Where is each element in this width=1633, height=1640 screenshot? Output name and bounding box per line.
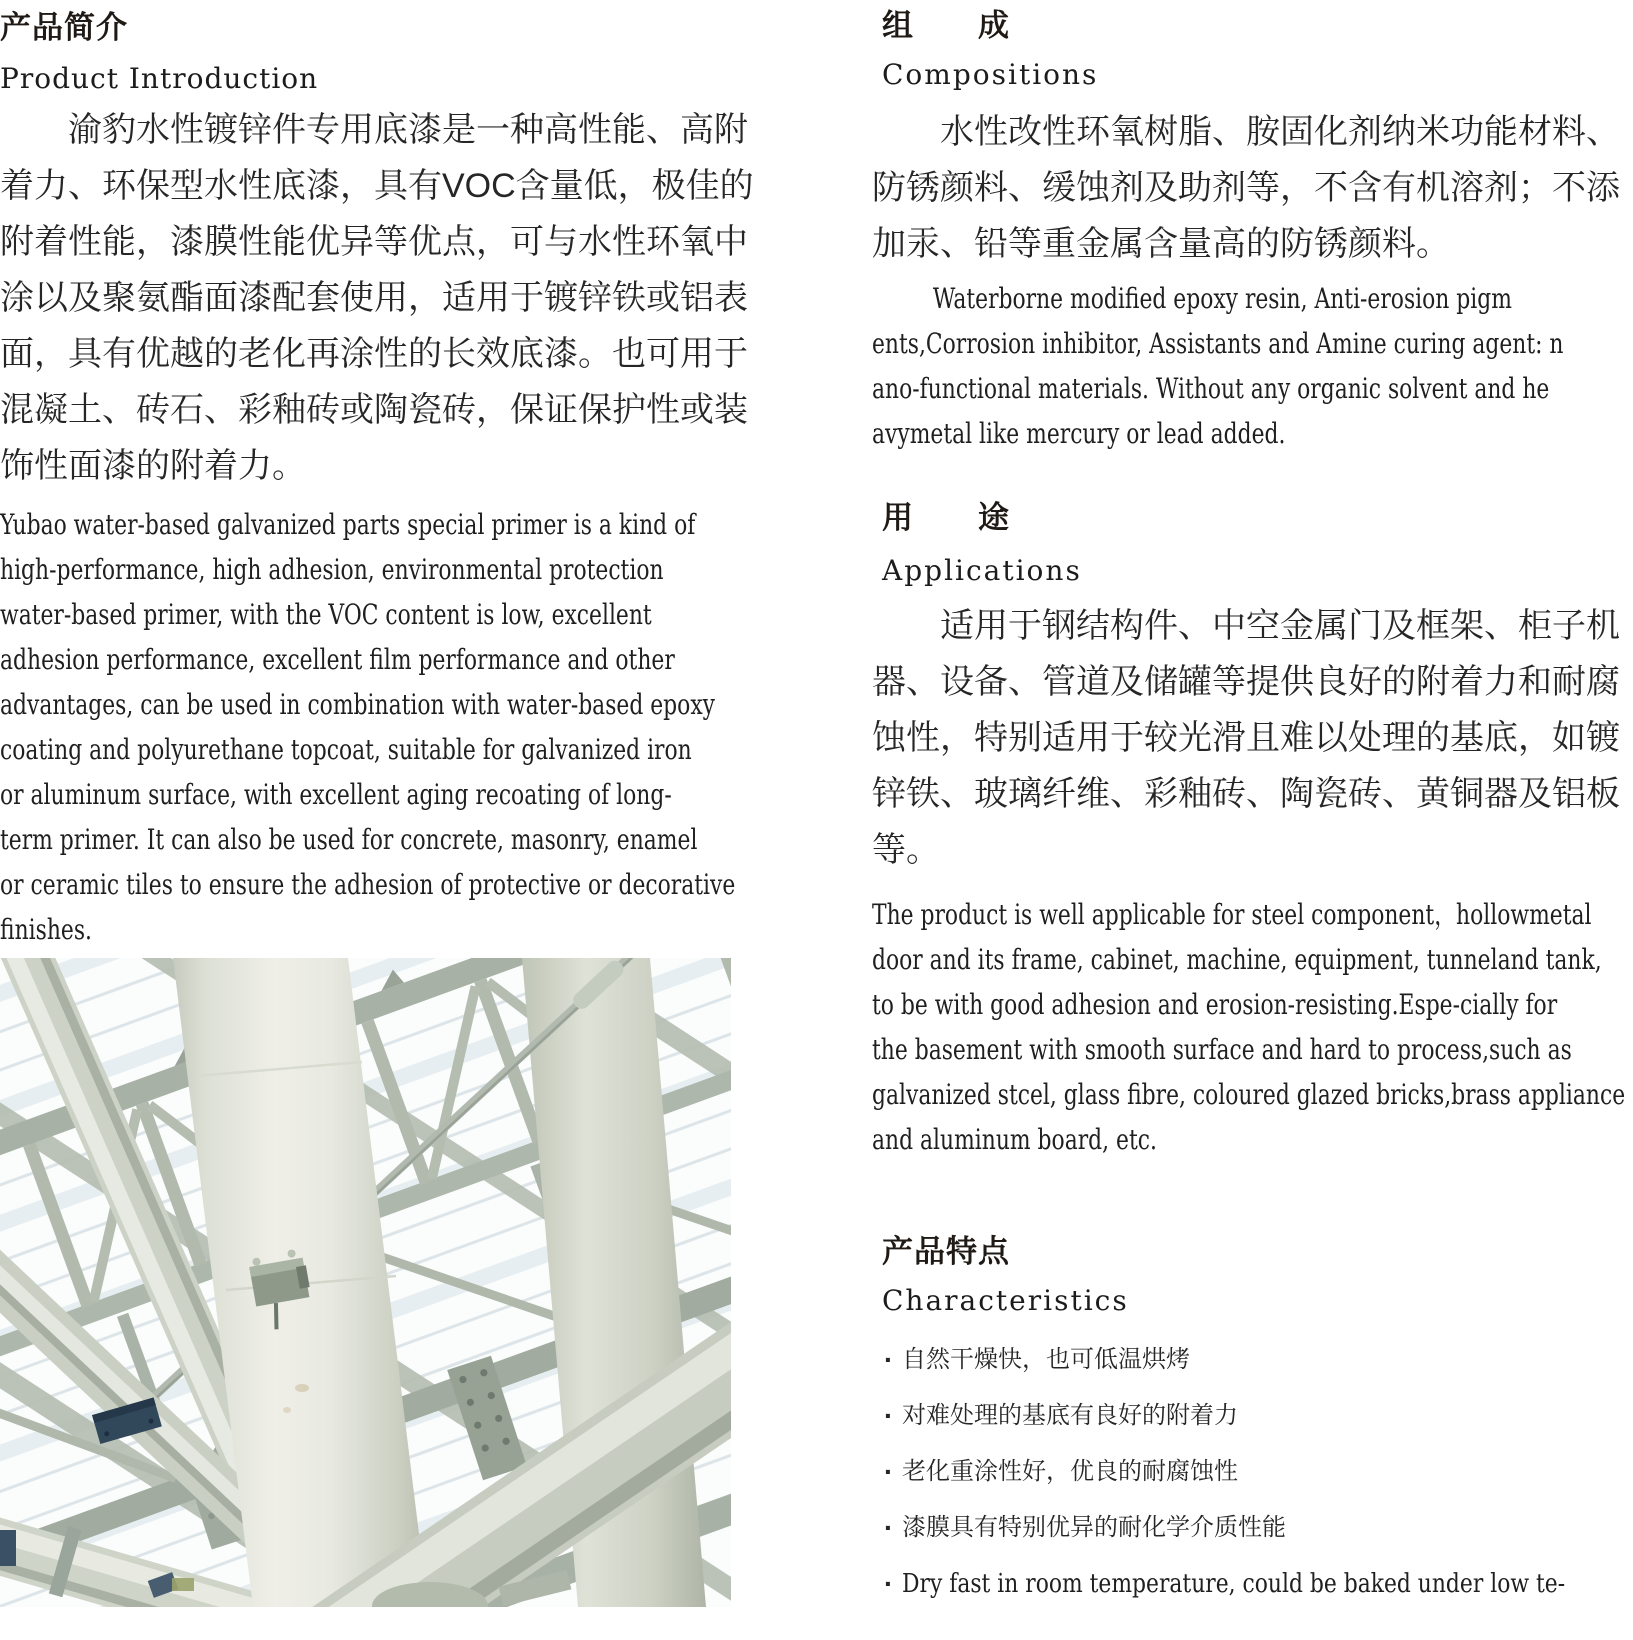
text-line: 锌铁、玻璃纤维、彩釉砖、陶瓷砖、黄铜器及铝板 [872, 775, 1620, 813]
text-line: 防锈颜料、缓蚀剂及助剂等，不含有机溶剂；不添 [872, 169, 1620, 207]
list-item [884, 1500, 1617, 1556]
text-line: door and its frame, cabinet, machine, equipment, tunneland tank, [872, 943, 1602, 976]
applications-title-zh: 用 途 [882, 500, 1010, 535]
text-line: 渝豹水性镀锌件专用底漆是一种高性能、高附 [68, 111, 748, 149]
text-line: 器、设备、管道及储罐等提供良好的附着力和耐腐 [872, 663, 1620, 701]
applications-paragraph-zh [872, 598, 1620, 878]
text-line: to be with good adhesion and erosion-resisting.Espe-cially for [872, 988, 1558, 1021]
text-line: term primer. It can also be used for concrete, masonry, enamel [0, 823, 698, 856]
list-item [884, 1388, 1617, 1444]
text-line: 饰性面漆的附着力。 [0, 447, 306, 485]
text-line: water-based primer, with the VOC content is low, excellent [0, 598, 652, 631]
text-line: ano-functional materials. Without any organic solvent and he [872, 372, 1550, 405]
list-item [884, 1556, 1617, 1612]
text-line: 水性改性环氧树脂、胺固化剂纳米功能材料、 [940, 113, 1620, 151]
text-line: and aluminum board, etc. [872, 1123, 1157, 1156]
text-line: The product is well applicable for steel component，hollowmetal [872, 898, 1592, 931]
bullet-icon: · [884, 1512, 894, 1543]
bullet-icon: · [884, 1400, 894, 1431]
characteristics-title-zh: 产品特点 [882, 1234, 1010, 1269]
text-line: Waterborne modified epoxy resin, Anti-erosion pigm [932, 282, 1512, 315]
text-line: Yubao water-based galvanized parts special primer is a kind of [0, 508, 696, 541]
text-line: or aluminum surface, with excellent aging recoating of long- [0, 778, 672, 811]
list-item [884, 1444, 1617, 1500]
text-line: finishes. [0, 913, 92, 946]
steel-structure-illustration [0, 958, 731, 1607]
text-line: coating and polyurethane topcoat, suitable for galvanized iron [0, 733, 692, 766]
text-line: 混凝土、砖石、彩釉砖或陶瓷砖，保证保护性或装 [0, 391, 748, 429]
intro-paragraph-zh [0, 102, 754, 494]
bullet-text: Dry fast in room temperature, could be baked under low te- [902, 1569, 1566, 1599]
compositions-paragraph-zh [872, 104, 1620, 272]
bullet-text: 对难处理的基底有良好的附着力 [902, 1402, 1238, 1429]
characteristics-title-en: Characteristics [882, 1284, 1129, 1317]
text-line: 加汞、铅等重金属含量高的防锈颜料。 [872, 225, 1450, 263]
text-line: galvanized stcel, glass fibre, coloured glazed bricks,brass appliance [872, 1078, 1626, 1111]
applications-paragraph-en [872, 892, 1633, 1162]
intro-paragraph-en [0, 502, 764, 952]
text-line: 等。 [872, 831, 940, 869]
product-introduction-title-en: Product Introduction [0, 62, 319, 95]
bullet-text: 老化重涂性好，优良的耐腐蚀性 [902, 1458, 1238, 1485]
text-line: advantages, can be used in combination with water-based epoxy [0, 688, 715, 721]
text-line: the basement with smooth surface and hard to process,such as [872, 1033, 1572, 1066]
compositions-paragraph-en [872, 276, 1633, 456]
bullet-icon: · [884, 1344, 894, 1375]
product-introduction-title-zh: 产品简介 [0, 10, 128, 45]
text-line: avymetal like mercury or lead added. [872, 417, 1286, 450]
text-line: or ceramic tiles to ensure the adhesion of protective or decorative [0, 868, 736, 901]
applications-title-en: Applications [882, 554, 1082, 587]
bullet-text: 漆膜具有特别优异的耐化学介质性能 [902, 1514, 1286, 1541]
text-line: 面，具有优越的老化再涂性的长效底漆。也可用于 [0, 335, 748, 373]
text-line: ents,Corrosion inhibitor, Assistants and Amine curing agent: n [872, 327, 1564, 360]
steel-structure-photo [0, 958, 731, 1607]
text-line: 蚀性，特别适用于较光滑且难以处理的基底，如镀 [872, 719, 1620, 757]
text-line: 着力、环保型水性底漆，具有VOC含量低，极佳的 [0, 167, 754, 205]
characteristics-bullet-list [884, 1332, 1617, 1612]
bullet-text: 自然干燥快，也可低温烘烤 [902, 1346, 1190, 1373]
list-item [884, 1332, 1617, 1388]
bullet-icon: · [884, 1568, 894, 1599]
text-line: 适用于钢结构件、中空金属门及框架、柜子机 [940, 607, 1620, 645]
compositions-title-en: Compositions [882, 58, 1099, 91]
text-line: high-performance, high adhesion, environmental protection [0, 553, 664, 586]
text-line: 涂以及聚氨酯面漆配套使用，适用于镀锌铁或铝表 [0, 279, 748, 317]
compositions-title-zh: 组 成 [882, 8, 1010, 43]
bullet-icon: · [884, 1456, 894, 1487]
text-line: adhesion performance, excellent film performance and other [0, 643, 675, 676]
text-line: 附着性能，漆膜性能优异等优点，可与水性环氧中 [0, 223, 748, 261]
